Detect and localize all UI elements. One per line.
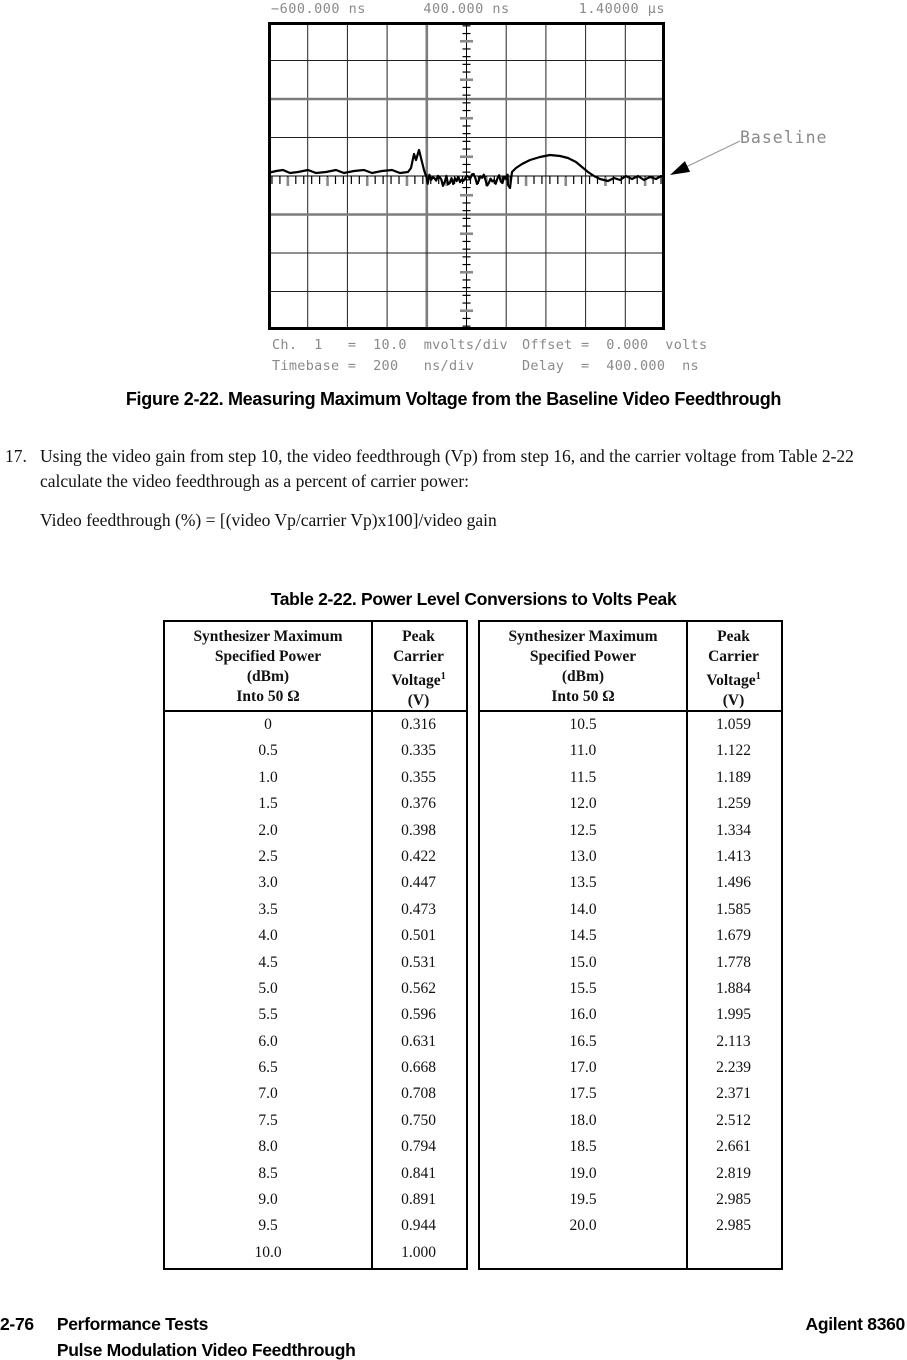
- readout-channel: Ch. 1 = 10.0 mvolts/div: [272, 337, 508, 353]
- table-row: [480, 870, 781, 896]
- table-cell: 1.5: [258, 795, 278, 813]
- table-cell: 0.944: [401, 1217, 436, 1235]
- voltage-column-header: Peak Carrier Voltage$^1$ (V): [706, 628, 761, 710]
- table-cell: 5.0: [258, 979, 278, 997]
- table-cell: 16.0: [569, 1006, 597, 1024]
- table-row: [165, 923, 466, 949]
- table-cell: 6.0: [258, 1032, 278, 1050]
- conversion-table-left: [163, 620, 468, 1270]
- table-cell: 2.371: [716, 1085, 751, 1103]
- table-cell: 20.0: [569, 1217, 597, 1235]
- table-cell: 0.422: [401, 847, 436, 865]
- table-row: [165, 870, 466, 896]
- table-cell: 15.5: [569, 979, 597, 997]
- column-divider: [371, 622, 373, 1268]
- table-row: [480, 976, 781, 1002]
- step-17: [5, 444, 863, 533]
- table-cell: 10.5: [569, 716, 597, 733]
- column-divider: [686, 622, 688, 1268]
- table-cell: 1.259: [716, 795, 751, 813]
- baseline-annotation: Baseline: [740, 128, 828, 147]
- table-row: [165, 897, 466, 923]
- conversion-tables: [163, 620, 783, 1270]
- table-cell: 1.122: [716, 742, 751, 760]
- footer-section: Performance Tests: [56, 1314, 208, 1334]
- table-cell: 19.5: [569, 1191, 597, 1209]
- table-cell: 3.0: [258, 874, 278, 892]
- table-row: [480, 1029, 781, 1055]
- table-row: [165, 1002, 466, 1028]
- voltage-column-header: Peak Carrier Voltage$^1$ (V): [391, 628, 446, 710]
- table-cell: 1.884: [716, 979, 751, 997]
- power-column-header: Synthesizer Maximum Specified Power (dBm) Into 50 Ω: [193, 628, 343, 705]
- table-cell: 5.5: [258, 1006, 278, 1024]
- table-row: [165, 738, 466, 764]
- table-cell: 16.5: [569, 1032, 597, 1050]
- table-row: [480, 1081, 781, 1107]
- page-number: 2-76: [0, 1314, 34, 1334]
- table-row: [480, 897, 781, 923]
- table-row: [165, 844, 466, 870]
- table-cell: 2.239: [716, 1059, 751, 1077]
- table-cell: 12.0: [569, 795, 597, 813]
- table-cell: 9.0: [258, 1191, 278, 1209]
- readout-offset: Offset = 0.000 volts: [522, 337, 708, 353]
- table-cell: 0: [264, 716, 272, 733]
- table-row: [480, 1055, 781, 1081]
- table-cell: 0.447: [401, 874, 436, 892]
- table-row: [480, 1108, 781, 1134]
- table-cell: 0.708: [401, 1085, 436, 1103]
- table-row: [165, 791, 466, 817]
- table-row: [165, 1108, 466, 1134]
- table-cell: 13.5: [569, 874, 597, 892]
- table-row: [165, 950, 466, 976]
- table-cell: 0.398: [401, 821, 436, 839]
- table-row: [165, 1029, 466, 1055]
- table-cell: 0.794: [401, 1138, 436, 1156]
- table-row: [480, 1187, 781, 1213]
- table-cell: 7.5: [258, 1111, 278, 1129]
- table-cell: 17.5: [569, 1085, 597, 1103]
- table-row: [480, 1002, 781, 1028]
- table-cell: 4.5: [258, 953, 278, 971]
- table-title: Table 2-22. Power Level Conversions to Volts Peak: [270, 589, 677, 609]
- footer-brand: Agilent 8360: [805, 1314, 905, 1334]
- table-cell: 0.5: [258, 742, 278, 760]
- table-row: [480, 950, 781, 976]
- figure-caption: Figure 2-22. Measuring Maximum Voltage from the Baseline Video Feedthrough: [125, 389, 782, 409]
- table-cell: 0.631: [401, 1032, 436, 1050]
- table-cell: 0.891: [401, 1191, 436, 1209]
- table-cell: 1.413: [716, 847, 751, 865]
- table-cell: 0.562: [401, 979, 436, 997]
- table-cell: 1.000: [401, 1243, 436, 1261]
- table-cell: 12.5: [569, 821, 597, 839]
- table-row: [480, 923, 781, 949]
- table-cell: 1.0: [258, 768, 278, 786]
- table-header: [165, 622, 466, 712]
- table-row: [480, 818, 781, 844]
- table-row: [480, 844, 781, 870]
- table-row: [480, 712, 781, 738]
- table-cell: 14.0: [569, 900, 597, 918]
- table-cell: 15.0: [569, 953, 597, 971]
- table-row: [165, 1081, 466, 1107]
- table-cell: 11.0: [569, 742, 597, 760]
- table-cell: 1.189: [716, 768, 751, 786]
- table-row: [165, 1213, 466, 1239]
- step-number: 17.: [5, 446, 27, 466]
- table-cell: 1.585: [716, 900, 751, 918]
- time-label-center: 400.000 ns: [423, 1, 510, 17]
- table-cell: 2.661: [716, 1138, 751, 1156]
- time-label-right: 1.40000 µs: [578, 1, 665, 17]
- table-cell: 0.501: [401, 927, 436, 945]
- table-cell: 10.0: [254, 1243, 282, 1261]
- table-cell: 17.0: [569, 1059, 597, 1077]
- table-row: [165, 976, 466, 1002]
- table-row: [165, 1161, 466, 1187]
- table-cell: 18.5: [569, 1138, 597, 1156]
- table-cell: 1.995: [716, 1006, 751, 1024]
- table-row: [165, 712, 466, 738]
- table-cell: 0.841: [401, 1164, 436, 1182]
- table-cell: 9.5: [258, 1217, 278, 1235]
- readout-timebase: Timebase = 200 ns/div: [272, 358, 475, 374]
- table-cell: 11.5: [569, 768, 597, 786]
- scope-time-axis-labels: [268, 1, 665, 17]
- table-cell: 8.5: [258, 1164, 278, 1182]
- table-cell: 6.5: [258, 1059, 278, 1077]
- time-label-left: −600.000 ns: [271, 1, 366, 17]
- footer-subsection: Pulse Modulation Video Feedthrough: [56, 1340, 356, 1360]
- table-cell: 1.679: [716, 927, 751, 945]
- table-cell: 2.512: [716, 1111, 751, 1129]
- oscilloscope-figure: [0, 0, 907, 380]
- table-row: [165, 1187, 466, 1213]
- step-text: Using the video gain from step 10, the video feedthrough (Vp) from step 16, and the carrier voltage from Table 2-22 calculate the video feedthrough as a percent of carrier power:: [40, 446, 854, 491]
- table-row: [165, 818, 466, 844]
- table-row: [165, 1055, 466, 1081]
- table-cell: 19.0: [569, 1164, 597, 1182]
- table-row: [480, 765, 781, 791]
- table-row: [165, 1240, 466, 1266]
- oscilloscope-screen: [268, 22, 665, 330]
- table-body: [480, 712, 781, 1240]
- table-cell: 1.059: [716, 716, 751, 733]
- readout-delay: Delay = 400.000 ns: [522, 358, 699, 374]
- table-cell: 0.376: [401, 795, 436, 813]
- power-column-header: Synthesizer Maximum Specified Power (dBm) Into 50 Ω: [508, 628, 658, 705]
- table-cell: 2.985: [716, 1217, 751, 1235]
- table-cell: 0.531: [401, 953, 436, 971]
- table-cell: 18.0: [569, 1111, 597, 1129]
- table-row: [480, 1213, 781, 1239]
- step-body: [40, 444, 863, 533]
- page-footer: [0, 1314, 905, 1360]
- table-cell: 2.113: [716, 1032, 751, 1050]
- table-cell: 4.0: [258, 927, 278, 945]
- table-cell: 8.0: [258, 1138, 278, 1156]
- footnote-marker: 1: [440, 671, 446, 682]
- table-row: [480, 1161, 781, 1187]
- footnote-marker: 1: [755, 671, 761, 682]
- table-cell: 0.473: [401, 900, 436, 918]
- table-cell: 0.335: [401, 742, 436, 760]
- table-body: [165, 712, 466, 1266]
- footer-left: [0, 1314, 355, 1360]
- table-row: [165, 1134, 466, 1160]
- table-cell: 2.985: [716, 1191, 751, 1209]
- table-cell: 14.5: [569, 927, 597, 945]
- table-cell: 3.5: [258, 900, 278, 918]
- table-row: [165, 765, 466, 791]
- table-cell: 0.316: [401, 716, 436, 733]
- table-cell: 1.496: [716, 874, 751, 892]
- table-cell: 0.668: [401, 1059, 436, 1077]
- table-cell: 0.596: [401, 1006, 436, 1024]
- table-cell: 1.778: [716, 953, 751, 971]
- table-cell: 2.0: [258, 821, 278, 839]
- table-row: [480, 1134, 781, 1160]
- table-row: [480, 738, 781, 764]
- table-cell: 2.819: [716, 1164, 751, 1182]
- footer-section-block: [57, 1314, 356, 1360]
- table-cell: 2.5: [258, 847, 278, 865]
- table-cell: 7.0: [258, 1085, 278, 1103]
- table-row: [480, 791, 781, 817]
- conversion-table-right: [478, 620, 783, 1270]
- formula: Video feedthrough (%) = [(video Vp/carrier Vp)x100]/video gain: [40, 510, 497, 530]
- table-cell: 1.334: [716, 821, 751, 839]
- scope-readouts: [268, 337, 708, 379]
- table-cell: 0.355: [401, 768, 436, 786]
- table-cell: 13.0: [569, 847, 597, 865]
- table-cell: 0.750: [401, 1111, 436, 1129]
- table-header: [480, 622, 781, 712]
